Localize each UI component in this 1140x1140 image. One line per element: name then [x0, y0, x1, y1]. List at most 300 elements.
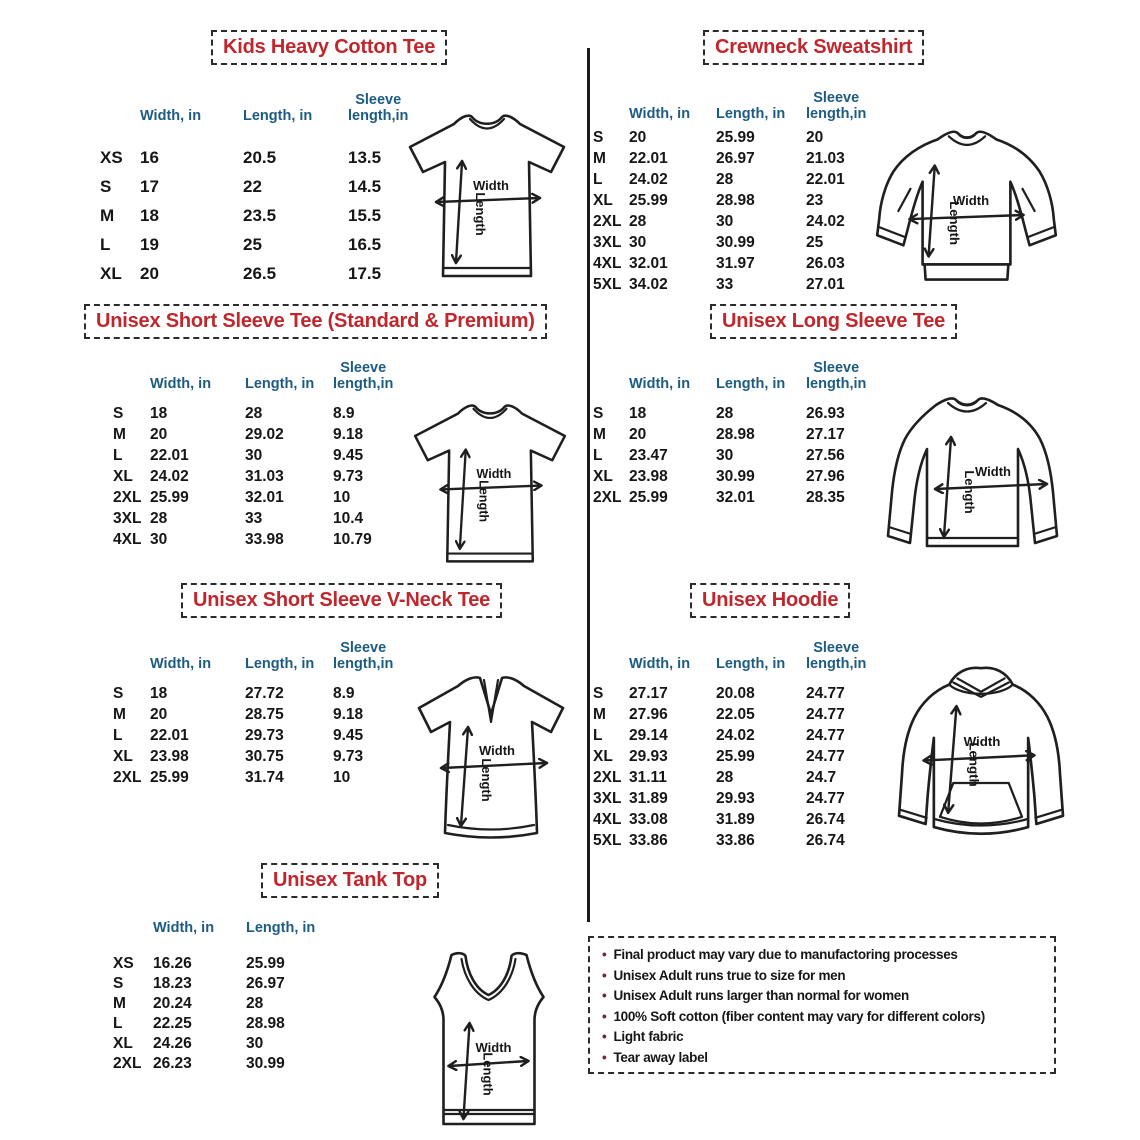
table-body	[593, 403, 878, 508]
measurement-value: 33.08	[629, 811, 668, 828]
table-body	[113, 403, 405, 550]
width-label: Width	[479, 743, 515, 758]
size-row	[593, 127, 878, 148]
size-row	[593, 830, 878, 851]
size-row	[593, 767, 878, 788]
tee-illustration	[396, 400, 584, 575]
size-label: M	[113, 426, 126, 443]
measurement-value: 8.9	[333, 685, 355, 702]
measurement-value: 23.98	[150, 748, 189, 765]
tank-illustration	[420, 946, 558, 1138]
measurement-value: 20	[629, 129, 647, 146]
measurement-value: 27.96	[629, 706, 668, 723]
measurement-value: 25.99	[150, 489, 189, 506]
size-row	[593, 445, 878, 466]
measurement-value: 27.56	[806, 447, 845, 464]
size-label: 4XL	[593, 255, 622, 272]
size-row	[593, 809, 878, 830]
size-label: M	[593, 150, 606, 167]
measurement-value: 31.97	[716, 255, 755, 272]
note-text: Tear away label	[613, 1049, 708, 1065]
size-row	[593, 725, 878, 746]
table-header-row	[593, 352, 878, 392]
section-title	[703, 30, 924, 65]
measurement-value: 17	[140, 177, 159, 196]
measurement-value: 20.24	[153, 995, 192, 1012]
size-row	[593, 746, 878, 767]
section-title-text: Unisex Tank Top	[273, 869, 428, 891]
size-label: XL	[100, 264, 122, 283]
measurement-value: 10	[333, 769, 351, 786]
measurement-value: 22.01	[150, 727, 189, 744]
column-header: Width, in	[150, 655, 212, 672]
measurement-value: 30.99	[716, 468, 755, 485]
measurement-value: 9.73	[333, 748, 364, 765]
size-row	[593, 169, 878, 190]
column-header: Length, in	[243, 107, 313, 124]
measurement-value: 25.99	[629, 489, 668, 506]
size-row	[113, 954, 338, 974]
measurement-value: 33	[716, 276, 734, 293]
measurement-value: 9.45	[333, 727, 364, 744]
column-header: Sleeve length,in	[806, 359, 867, 392]
measurement-value: 24.26	[153, 1035, 192, 1052]
size-row	[113, 529, 405, 550]
size-label: L	[593, 171, 603, 188]
length-label: Length	[946, 201, 962, 245]
measurement-value: 28	[150, 510, 168, 527]
measurement-value: 33.86	[716, 832, 755, 849]
hoodie-illustration	[866, 660, 1096, 865]
size-row	[593, 211, 878, 232]
measurement-value: 29.93	[629, 748, 668, 765]
measurement-value: 22.01	[806, 171, 845, 188]
size-label: 3XL	[593, 790, 622, 807]
measurement-value: 22.25	[153, 1015, 192, 1032]
measurement-value: 24.02	[629, 171, 668, 188]
measurement-value: 30.99	[716, 234, 755, 251]
width-label: Width	[975, 464, 1011, 479]
size-label: 2XL	[593, 213, 622, 230]
measurement-value: 24.7	[806, 769, 837, 786]
bullet-dot: •	[602, 1049, 607, 1065]
measurement-value: 28	[716, 405, 734, 422]
measurement-value: 16.26	[153, 955, 192, 972]
measurement-value: 28	[716, 171, 734, 188]
section-title	[710, 304, 957, 339]
note-text: 100% Soft cotton (fiber content may vary for different colors)	[613, 1008, 985, 1024]
measurement-value: 18.23	[153, 975, 192, 992]
size-label: XL	[593, 192, 613, 209]
size-label: M	[113, 706, 126, 723]
length-label: Length	[966, 742, 982, 787]
measurement-value: 26.93	[806, 405, 845, 422]
measurement-value: 15.5	[348, 206, 382, 225]
measurement-value: 24.02	[716, 727, 755, 744]
size-row	[113, 403, 405, 424]
note-text: Unisex Adult runs true to size for men	[613, 967, 846, 983]
vneck-illustration	[400, 670, 580, 850]
measurement-value: 8.9	[333, 405, 355, 422]
measurement-value: 13.5	[348, 148, 382, 167]
measurement-value: 17.5	[348, 264, 382, 283]
size-row	[113, 683, 405, 704]
size-label: M	[113, 995, 126, 1012]
size-row	[100, 143, 418, 172]
measurement-value: 20	[150, 706, 168, 723]
measurement-value: 18	[140, 206, 159, 225]
size-label: L	[113, 447, 123, 464]
measurement-value: 21.03	[806, 150, 845, 167]
size-row	[593, 274, 878, 295]
measurement-value: 29.93	[716, 790, 755, 807]
note-text: Final product may vary due to manufactoring processes	[613, 947, 958, 962]
size-label: 2XL	[113, 489, 142, 506]
size-label: XL	[113, 468, 133, 485]
measurement-value: 22.05	[716, 706, 755, 723]
measurement-value: 24.77	[806, 727, 845, 744]
size-row	[113, 725, 405, 746]
measurement-value: 28.98	[716, 426, 755, 443]
measurement-value: 30.75	[245, 748, 284, 765]
section-title	[261, 863, 439, 898]
measurement-value: 26.97	[716, 150, 755, 167]
measurement-value: 10	[333, 489, 351, 506]
size-row	[113, 445, 405, 466]
measurement-value: 30	[716, 447, 734, 464]
measurement-value: 29.14	[629, 727, 668, 744]
measurement-value: 20	[150, 426, 168, 443]
size-label: L	[113, 1015, 123, 1032]
measurement-value: 28	[246, 995, 264, 1012]
table-body	[113, 683, 405, 788]
size-label: S	[113, 685, 124, 702]
measurement-value: 25.99	[716, 129, 755, 146]
measurement-value: 9.18	[333, 426, 364, 443]
size-table	[593, 82, 878, 295]
width-label: Width	[963, 734, 1001, 750]
measurement-value: 25.99	[629, 192, 668, 209]
size-label: 2XL	[113, 769, 142, 786]
measurement-value: 19	[140, 235, 159, 254]
measurement-value: 28.35	[806, 489, 845, 506]
bullet-dot: •	[602, 1029, 607, 1044]
measurement-value: 23.5	[243, 206, 277, 225]
bullet-dot: •	[602, 988, 607, 1003]
measurement-value: 25.99	[716, 748, 755, 765]
size-label: M	[100, 206, 115, 225]
size-label: XL	[113, 748, 133, 765]
section-title	[690, 583, 850, 618]
size-label: XL	[113, 1035, 133, 1052]
width-label: Width	[476, 466, 512, 481]
table-header-row	[113, 632, 405, 672]
measurement-value: 20	[629, 426, 647, 443]
note-item	[602, 1048, 1046, 1069]
measurement-value: 31.89	[716, 811, 755, 828]
column-header: Sleeve length,in	[348, 91, 409, 124]
table-header-row	[593, 82, 878, 122]
section-title	[181, 583, 502, 618]
measurement-value: 26.74	[806, 811, 845, 828]
note-text: Unisex Adult runs larger than normal for women	[613, 988, 909, 1003]
measurement-value: 31.03	[245, 468, 284, 485]
size-label: XS	[113, 955, 134, 972]
measurement-value: 18	[150, 685, 168, 702]
size-row	[593, 683, 878, 704]
size-label: M	[593, 426, 606, 443]
size-label: 4XL	[113, 531, 142, 548]
size-row	[113, 1034, 338, 1054]
width-label: Width	[952, 192, 990, 208]
note-item	[602, 966, 1046, 987]
measurement-value: 20	[140, 264, 159, 283]
measurement-value: 30	[245, 447, 263, 464]
size-row	[113, 1054, 338, 1074]
vertical-divider	[587, 48, 590, 922]
measurement-value: 24.77	[806, 790, 845, 807]
measurement-value: 23.47	[629, 447, 668, 464]
section-title-text: Unisex Hoodie	[702, 589, 839, 611]
measurement-value: 27.72	[245, 685, 284, 702]
note-text: Light fabric	[613, 1029, 684, 1044]
section-title-text: Unisex Long Sleeve Tee	[722, 310, 946, 332]
measurement-value: 30.99	[246, 1055, 285, 1072]
size-table	[113, 912, 338, 1074]
section-title	[84, 304, 547, 339]
measurement-value: 28	[245, 405, 263, 422]
measurement-value: 20	[806, 129, 824, 146]
size-row	[593, 232, 878, 253]
column-header: Length, in	[716, 105, 786, 122]
size-row	[593, 253, 878, 274]
size-row	[593, 148, 878, 169]
size-label: L	[593, 727, 603, 744]
length-label: Length	[480, 1052, 496, 1096]
measurement-value: 27.96	[806, 468, 845, 485]
measurement-value: 28	[629, 213, 647, 230]
measurement-value: 30	[246, 1035, 264, 1052]
measurement-value: 26.97	[246, 975, 285, 992]
measurement-value: 24.77	[806, 685, 845, 702]
measurement-value: 18	[629, 405, 647, 422]
column-header: Sleeve length,in	[806, 89, 867, 122]
width-label: Width	[473, 178, 509, 193]
size-row	[113, 746, 405, 767]
measurement-value: 24.77	[806, 748, 845, 765]
size-row	[593, 487, 878, 508]
measurement-value: 10.4	[333, 510, 364, 527]
measurement-value: 27.17	[806, 426, 845, 443]
measurement-value: 26.74	[806, 832, 845, 849]
size-label: S	[593, 405, 604, 422]
measurement-value: 30	[629, 234, 647, 251]
measurement-value: 14.5	[348, 177, 382, 196]
measurement-value: 27.17	[629, 685, 668, 702]
longsleeve-illustration	[848, 394, 1088, 574]
size-label: 5XL	[593, 276, 622, 293]
measurement-value: 9.18	[333, 706, 364, 723]
size-label: 2XL	[113, 1055, 142, 1072]
size-label: 2XL	[593, 769, 622, 786]
size-row	[113, 994, 338, 1014]
size-table	[113, 352, 405, 550]
bullet-dot: •	[602, 1008, 607, 1024]
column-header: Width, in	[140, 107, 202, 124]
measurement-value: 32.01	[245, 489, 284, 506]
measurement-value: 16	[140, 148, 159, 167]
size-label: 2XL	[593, 489, 622, 506]
size-row	[113, 974, 338, 994]
measurement-value: 34.02	[629, 276, 668, 293]
table-header-row	[113, 352, 405, 392]
measurement-value: 28.98	[246, 1015, 285, 1032]
measurement-value: 31.11	[629, 769, 667, 786]
size-label: 3XL	[593, 234, 622, 251]
column-header: Length, in	[716, 655, 786, 672]
section-title	[211, 30, 447, 65]
measurement-value: 10.79	[333, 531, 372, 548]
size-row	[593, 403, 878, 424]
measurement-value: 32.01	[716, 489, 755, 506]
size-label: S	[593, 129, 604, 146]
size-label: 5XL	[593, 832, 622, 849]
size-label: L	[593, 447, 603, 464]
size-table	[593, 632, 878, 851]
column-header: Width, in	[150, 375, 212, 392]
measurement-value: 25	[243, 235, 262, 254]
measurement-value: 22	[243, 177, 262, 196]
length-label: Length	[476, 480, 491, 523]
measurement-value: 26.5	[243, 264, 277, 283]
length-label: Length	[473, 192, 488, 236]
table-header-row	[593, 632, 878, 672]
size-table	[100, 84, 418, 288]
column-header: Width, in	[153, 919, 215, 936]
sweatshirt-illustration	[858, 126, 1078, 296]
table-body	[113, 954, 338, 1074]
measurement-value: 31.89	[629, 790, 668, 807]
note-item	[602, 945, 1046, 966]
size-table	[593, 352, 878, 508]
measurement-value: 25	[806, 234, 824, 251]
measurement-value: 24.02	[806, 213, 845, 230]
measurement-value: 30	[716, 213, 734, 230]
note-item	[602, 986, 1046, 1007]
size-label: S	[113, 975, 124, 992]
size-row	[113, 487, 405, 508]
size-row	[113, 767, 405, 788]
measurement-value: 26.03	[806, 255, 845, 272]
size-row	[593, 190, 878, 211]
size-label: S	[113, 405, 124, 422]
measurement-value: 25.99	[246, 955, 285, 972]
size-label: M	[593, 706, 606, 723]
measurement-value: 9.45	[333, 447, 364, 464]
tee-illustration	[392, 110, 582, 290]
measurement-value: 23	[806, 192, 824, 209]
table-header-row	[100, 84, 418, 124]
size-label: XL	[593, 748, 613, 765]
measurement-value: 9.73	[333, 468, 364, 485]
size-label: S	[100, 177, 112, 196]
size-label: XS	[100, 148, 123, 167]
measurement-value: 32.01	[629, 255, 668, 272]
length-label: Length	[962, 470, 977, 514]
size-row	[100, 201, 418, 230]
measurement-value: 33.86	[629, 832, 668, 849]
column-header: Width, in	[629, 375, 691, 392]
table-body	[593, 683, 878, 851]
measurement-value: 28.75	[245, 706, 284, 723]
column-header: Length, in	[245, 655, 315, 672]
measurement-value: 24.02	[150, 468, 189, 485]
measurement-value: 23.98	[629, 468, 668, 485]
size-label: 4XL	[593, 811, 622, 828]
column-header: Width, in	[629, 105, 691, 122]
column-header: Length, in	[716, 375, 786, 392]
measurement-value: 18	[150, 405, 168, 422]
measurement-value: 28	[716, 769, 734, 786]
size-row	[113, 1014, 338, 1034]
measurement-value: 22.01	[150, 447, 189, 464]
table-header-row	[113, 912, 338, 936]
tank-outline	[435, 953, 544, 1124]
measurement-value: 16.5	[348, 235, 382, 254]
size-label: 3XL	[113, 510, 142, 527]
section-title-text: Crewneck Sweatshirt	[715, 36, 913, 58]
size-row	[113, 508, 405, 529]
column-header: Sleeve length,in	[333, 639, 394, 672]
size-row	[113, 466, 405, 487]
size-table	[113, 632, 405, 788]
product-notes-box	[588, 936, 1056, 1074]
table-body	[100, 143, 418, 288]
size-row	[593, 424, 878, 445]
note-item	[602, 1007, 1046, 1028]
size-row	[100, 259, 418, 288]
measurement-value: 20.5	[243, 148, 277, 167]
column-header: Sleeve length,in	[806, 639, 867, 672]
bullet-dot: •	[602, 967, 607, 983]
measurement-value: 29.73	[245, 727, 284, 744]
length-label: Length	[479, 758, 494, 802]
size-label: XL	[593, 468, 613, 485]
size-row	[113, 424, 405, 445]
section-title-text: Kids Heavy Cotton Tee	[223, 36, 436, 58]
size-row	[100, 230, 418, 259]
table-body	[593, 127, 878, 295]
measurement-value: 27.01	[806, 276, 845, 293]
measurement-value: 33	[245, 510, 263, 527]
size-row	[100, 172, 418, 201]
measurement-value: 25.99	[150, 769, 189, 786]
measurement-value: 29.02	[245, 426, 284, 443]
measurement-value: 28.98	[716, 192, 755, 209]
size-label: L	[100, 235, 111, 254]
measurement-value: 31.74	[245, 769, 284, 786]
column-header: Sleeve length,in	[333, 359, 394, 392]
size-label: S	[593, 685, 604, 702]
size-row	[113, 704, 405, 725]
measurement-value: 24.77	[806, 706, 845, 723]
measurement-value: 20.08	[716, 685, 755, 702]
size-label: L	[113, 727, 123, 744]
section-title-text: Unisex Short Sleeve Tee (Standard & Premium)	[96, 310, 535, 332]
section-title-text: Unisex Short Sleeve V-Neck Tee	[193, 589, 491, 611]
measurement-value: 26.23	[153, 1055, 192, 1072]
column-header: Length, in	[246, 919, 316, 936]
